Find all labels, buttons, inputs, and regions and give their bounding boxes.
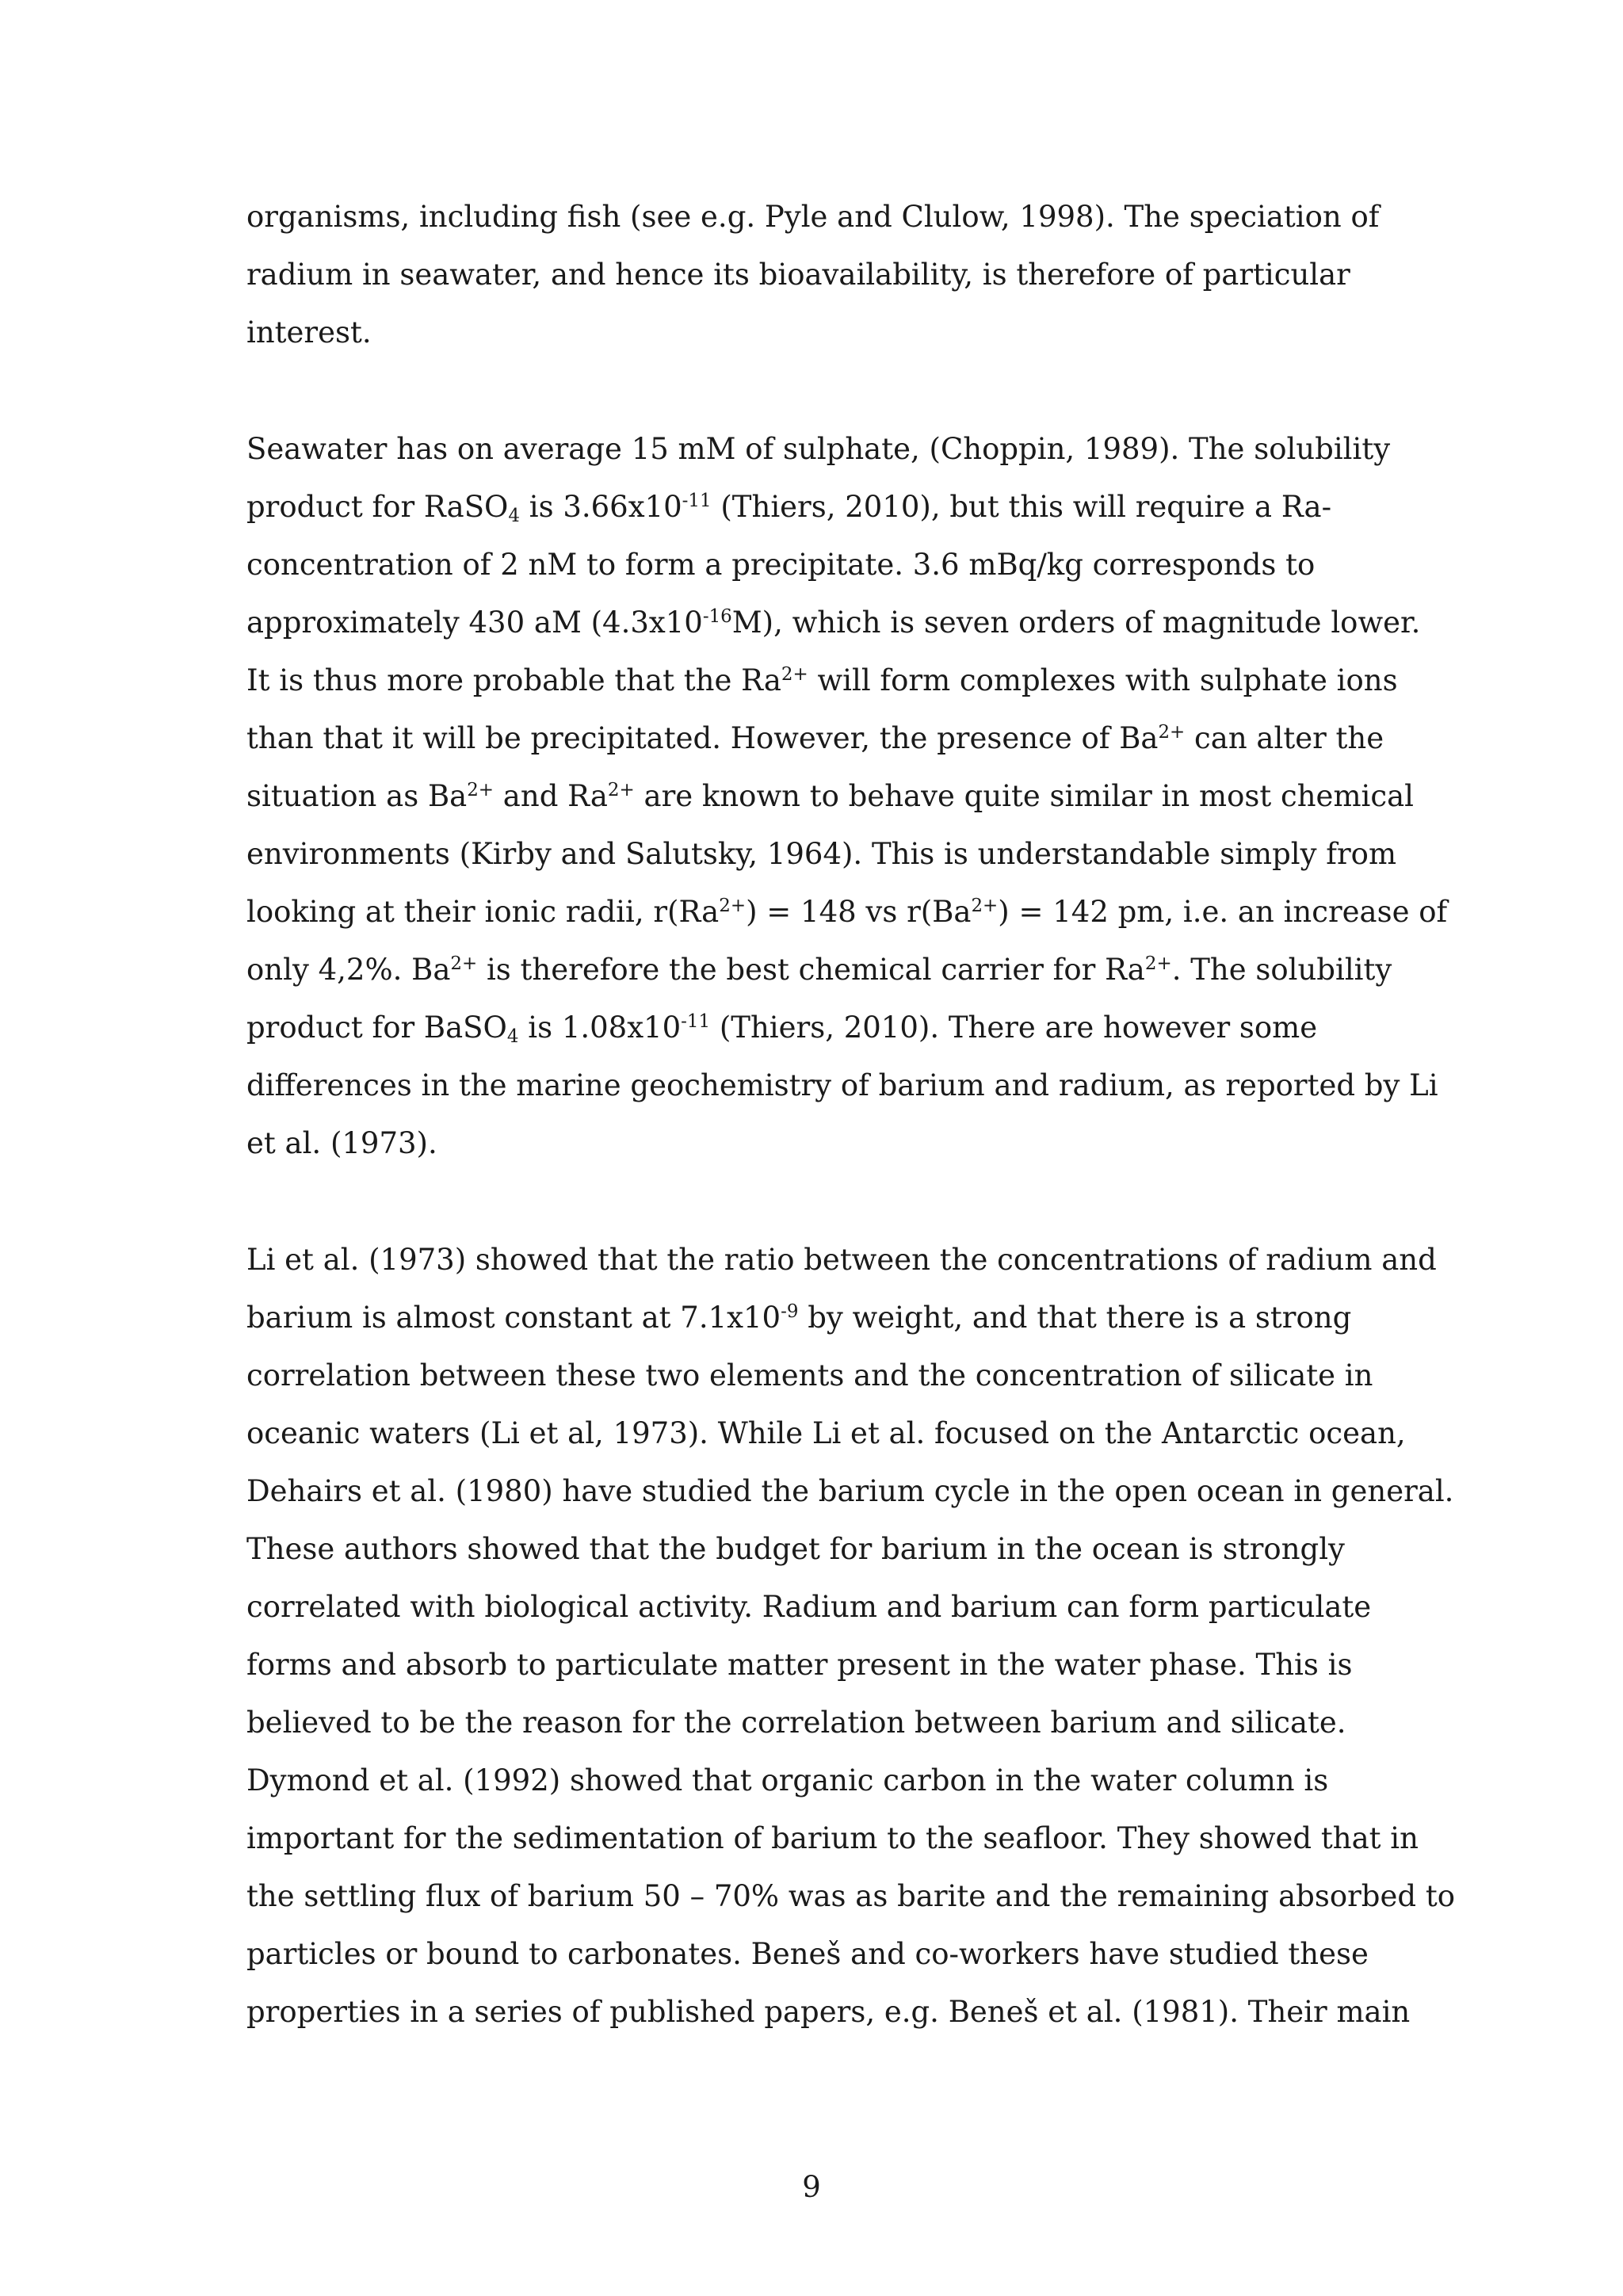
text-run: oceanic waters (Li et al, 1973). While Li et al. focused on the Antarctic ocean, — [246, 1416, 1406, 1450]
text-line — [246, 1289, 1380, 1347]
superscript: -16 — [702, 606, 732, 628]
subscript: 4 — [506, 1026, 519, 1047]
text-run: than that it will be precipitated. However, the presence of Ba — [246, 721, 1159, 755]
text-run: approximately 430 aM (4.3x10 — [246, 606, 703, 640]
text-line — [246, 999, 1380, 1056]
text-line — [246, 1925, 1380, 1983]
text-run: radium in seawater, and hence its bioavailability, is therefore of particular — [246, 258, 1350, 292]
text-run: Seawater has on average 15 mM of sulphate, (Choppin, 1989). The solubility — [246, 432, 1391, 466]
page-number: 9 — [802, 2170, 821, 2204]
text-run: particles or bound to carbonates. Beneš and co-workers have studied these — [246, 1937, 1369, 1971]
text-run: environments (Kirby and Salutsky, 1964). This is understandable simply from — [246, 837, 1397, 871]
superscript: 2+ — [450, 953, 478, 975]
text-line — [246, 1114, 1380, 1172]
text-run: organisms, including fish (see e.g. Pyle and Clulow, 1998). The speciation of — [246, 200, 1380, 234]
text-run: will form complexes with sulphate ions — [808, 663, 1398, 697]
paragraph-3 — [246, 1231, 1455, 2041]
text-run: properties in a series of published papers, e.g. Beneš et al. (1981). Their main — [246, 1995, 1411, 2029]
text-line — [246, 1636, 1380, 1694]
text-run: believed to be the reason for the correlation between barium and silicate. — [246, 1706, 1346, 1740]
superscript: 2+ — [607, 780, 635, 801]
text-line — [246, 1983, 1411, 2041]
text-line — [246, 1404, 1406, 1462]
superscript: 2+ — [781, 664, 808, 686]
text-run: Li et al. (1973) showed that the ratio between the concentrations of radium and — [246, 1243, 1437, 1277]
text-run: concentration of 2 nM to form a precipitate. 3.6 mBq/kg corresponds to — [246, 548, 1316, 582]
text-line — [246, 883, 1448, 941]
text-run: These authors showed that the budget for barium in the ocean is strongly — [246, 1532, 1345, 1566]
text-run: barium is almost constant at 7.1x10 — [246, 1301, 781, 1335]
paragraph-1 — [246, 188, 1380, 361]
text-run: by weight, and that there is a strong — [798, 1301, 1352, 1335]
superscript: 2+ — [971, 896, 999, 917]
text-run: is 3.66x10 — [519, 490, 682, 524]
text-run: differences in the marine geochemistry of barium and radium, as reported by Li — [246, 1068, 1438, 1102]
text-run: Dehairs et al. (1980) have studied the barium cycle in the open ocean in general. — [246, 1474, 1454, 1508]
text-run: correlated with biological activity. Radium and barium can form particulate — [246, 1590, 1372, 1624]
text-line — [246, 1867, 1455, 1925]
text-run: interest. — [246, 315, 372, 350]
text-line — [246, 767, 1414, 825]
superscript: 2+ — [467, 780, 495, 801]
text-run: Dymond et al. (1992) showed that organic carbon in the water column is — [246, 1763, 1329, 1797]
text-line — [246, 594, 1421, 651]
text-run: are known to behave quite similar in most chemical — [634, 779, 1414, 813]
text-run: looking at their ionic radii, r(Ra — [246, 895, 720, 929]
text-line — [246, 188, 1380, 246]
text-run: product for BaSO — [246, 1010, 507, 1045]
superscript: 2+ — [719, 896, 747, 917]
text-run: and Ra — [494, 779, 608, 813]
text-line — [246, 536, 1380, 594]
text-run: et al. (1973). — [246, 1126, 437, 1160]
text-run: It is thus more probable that the Ra — [246, 663, 781, 697]
text-line — [246, 478, 1380, 536]
text-run: M), which is seven orders of magnitude lower. — [731, 606, 1421, 640]
text-line — [246, 825, 1397, 883]
text-line — [246, 420, 1391, 478]
text-line — [246, 246, 1380, 304]
text-line — [246, 1578, 1380, 1636]
superscript: 2+ — [1144, 953, 1172, 975]
text-run: important for the sedimentation of barium to the seafloor. They showed that in — [246, 1821, 1419, 1855]
text-run: ) = 148 vs r(Ba — [746, 895, 972, 929]
text-line — [246, 1462, 1454, 1520]
subscript: 4 — [508, 505, 520, 526]
text-run: is 1.08x10 — [518, 1010, 682, 1045]
text-line — [246, 1231, 1437, 1289]
text-line — [246, 1347, 1380, 1404]
text-run: ) = 142 pm, i.e. an increase of — [998, 895, 1448, 929]
text-line — [246, 1056, 1438, 1114]
text-run: only 4,2%. Ba — [246, 953, 451, 987]
text-run: forms and absorb to particulate matter present in the water phase. This is — [246, 1648, 1353, 1682]
superscript: -11 — [682, 491, 712, 512]
text-line — [246, 1809, 1419, 1867]
text-run: (Thiers, 2010). There are however some — [710, 1010, 1318, 1045]
text-run: . The solubility — [1171, 953, 1392, 987]
superscript: 2+ — [1158, 722, 1186, 743]
paragraph-2 — [246, 420, 1448, 1172]
text-run: correlation between these two elements and the concentration of silicate in — [246, 1358, 1373, 1392]
text-run: (Thiers, 2010), but this will require a Ra- — [711, 490, 1332, 524]
text-line — [246, 304, 1380, 361]
text-line — [246, 1694, 1380, 1752]
text-run: product for RaSO — [246, 490, 509, 524]
text-run: is therefore the best chemical carrier for Ra — [477, 953, 1145, 987]
text-line — [246, 709, 1384, 767]
text-line — [246, 1520, 1380, 1578]
text-run: the settling flux of barium 50 – 70% was as barite and the remaining absorbed to — [246, 1879, 1455, 1913]
superscript: -9 — [781, 1301, 799, 1323]
text-run: situation as Ba — [246, 779, 468, 813]
text-run: can alter the — [1185, 721, 1384, 755]
text-line — [246, 651, 1398, 709]
text-line — [246, 1752, 1380, 1809]
superscript: -11 — [681, 1011, 711, 1033]
text-line — [246, 941, 1392, 999]
